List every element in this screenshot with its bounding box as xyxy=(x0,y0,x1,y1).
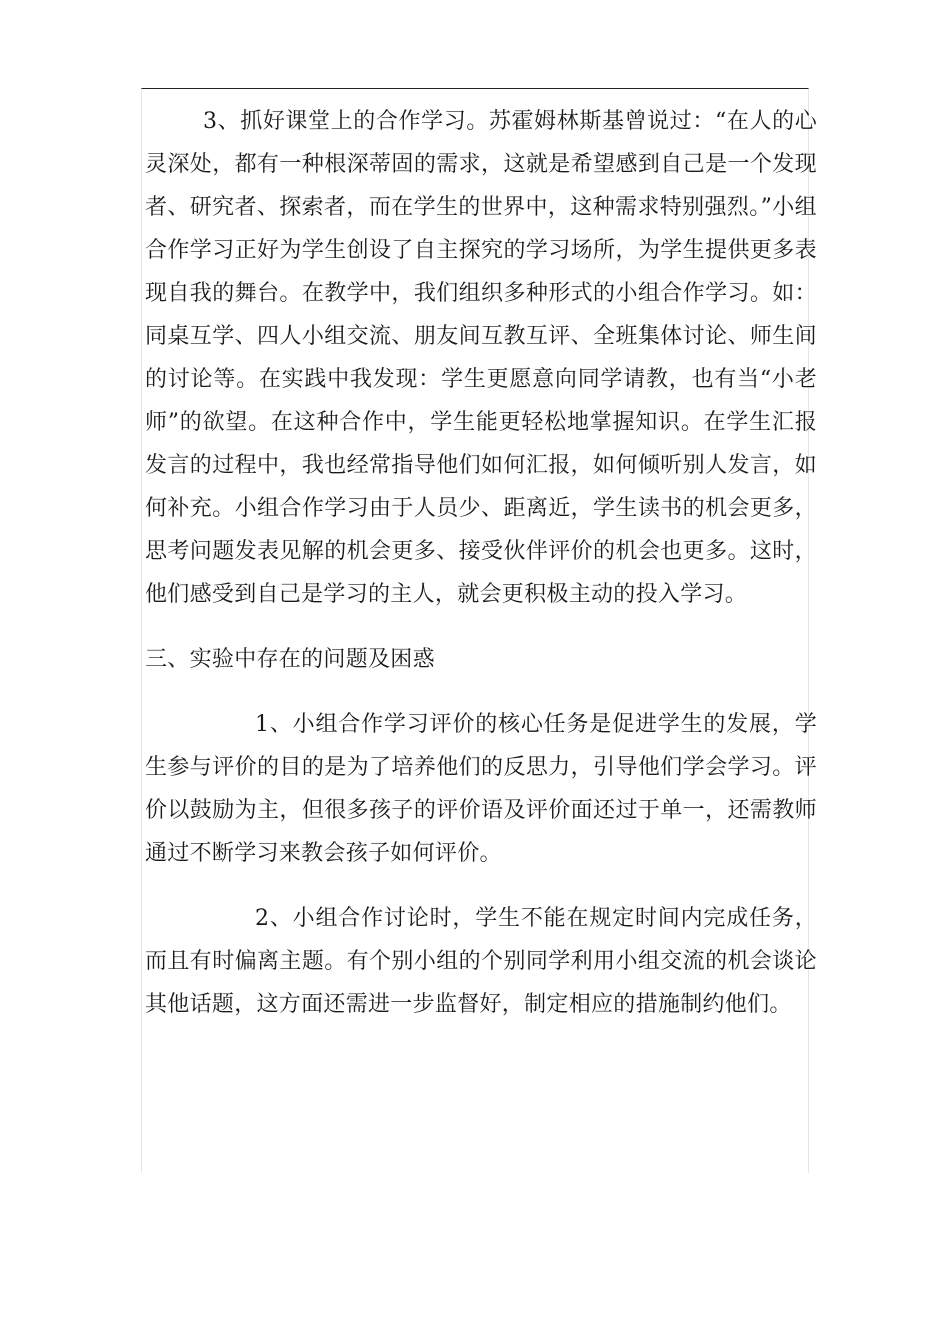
paragraph-problem-2: 2、小组合作讨论时，学生不能在规定时间内完成任务，而且有时偏离主题。有个别小组的个别同学利用小组交流的机会谈论其他话题，这方面还需进一步监督好，制定相应的措施制约他们。 xyxy=(145,906,817,1017)
paragraph-cooperative-learning: 3、抓好课堂上的合作学习。苏霍姆林斯基曾说过：“在人的心灵深处，都有一种根深蒂固的需求，这就是希望感到自己是一个发现者、研究者、探索者，而在学生的世界中，这种需求特别强烈。”小组合作学习正好为学生创设了自主探究的学习场所，为学生提供更多表现自我的舞台。在教学中，我们组织多种形式的小组合作学习。如：同桌互学、四人小组交流、朋友间互教互评、全班集体讨论、师生间的讨论等。在实践中我发现：学生更愿意向同学请教，也有当“小老师”的欲望。在这种合作中，学生能更轻松地掌握知识。在学生汇报发言的过程中，我也经常指导他们如何汇报，如何倾听别人发言，如何补充。小组合作学习由于人员少、距离近，学生读书的机会更多，思考问题发表见解的机会更多、接受伙伴评价的机会也更多。这时，他们感受到自己是学习的主人，就会更积极主动的投入学习。 xyxy=(145,109,817,607)
section-heading-problems: 三、实验中存在的问题及困惑 xyxy=(145,647,435,672)
document-body xyxy=(145,100,817,1026)
paragraph-problem-1: 1、小组合作学习评价的核心任务是促进学生的发展，学生参与评价的目的是为了培养他们的反思力，引导他们学会学习。评价以鼓励为主，但很多孩子的评价语及评价面还过于单一，还需教师通过不断学习来教会孩子如何评价。 xyxy=(145,712,817,866)
